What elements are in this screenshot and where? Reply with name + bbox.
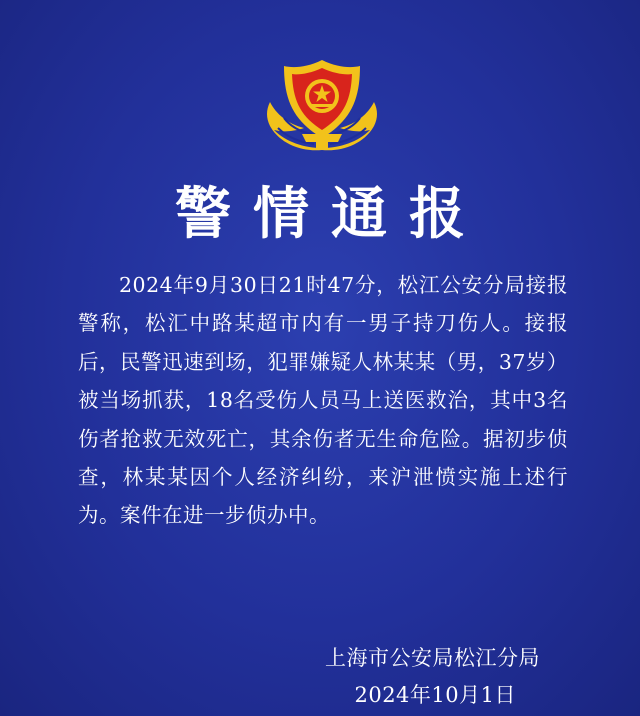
notice-title: 警情通报 [175, 182, 487, 247]
issue-date: 2024年10月1日 [354, 683, 516, 707]
police-emblem-icon [262, 54, 382, 164]
notice-body: 2024年9月30日21时47分，松江公安分局接报警称，松汇中路某超市内有一男子持刀伤人。接报后，民警迅速到场，犯罪嫌疑人林某某（男，37岁）被当场抓获，18名受伤人员马上送医救治，其中3名伤者抢救无效死亡，其余伤者无生命危险。据初步侦查，林某某因个人经济纠纷，来沪泄愤实施上述行为。案件在进一步侦办中。 [78, 273, 568, 528]
issuer-name: 上海市公安局松江分局 [325, 646, 540, 670]
